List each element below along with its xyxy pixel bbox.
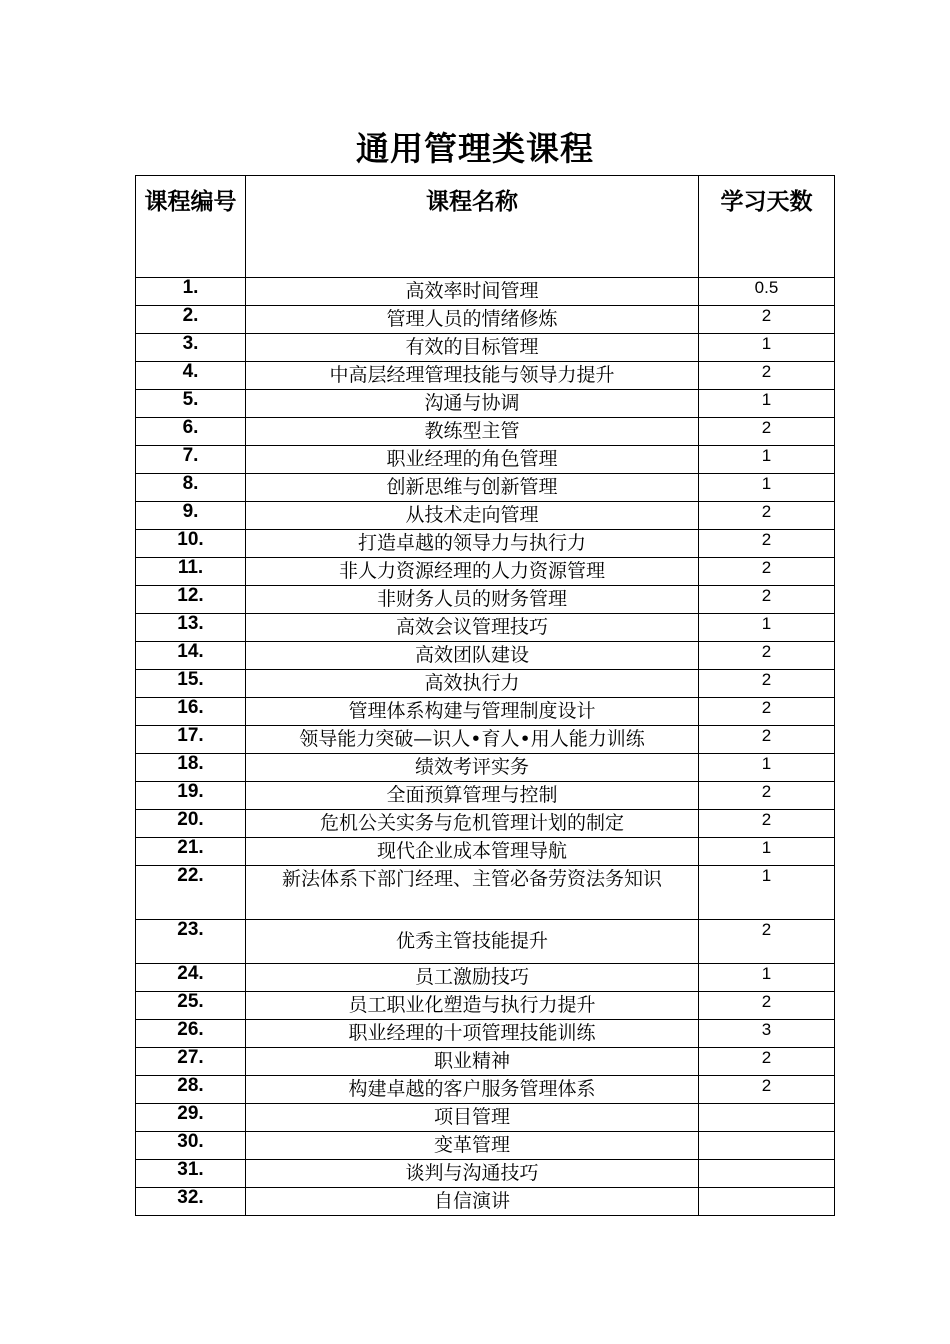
course-name: 优秀主管技能提升 [395, 930, 548, 952]
course-number: 3. [136, 334, 246, 362]
study-days: 1 [699, 474, 835, 502]
course-name: 项目管理 [433, 1106, 510, 1128]
course-number: 27. [136, 1048, 246, 1076]
table-body [136, 278, 835, 1216]
study-days: 2 [699, 362, 835, 390]
course-name-cell [246, 1188, 699, 1216]
table-row [136, 1048, 835, 1076]
study-days: 2 [699, 992, 835, 1020]
course-number: 2. [136, 306, 246, 334]
course-name-cell [246, 446, 699, 474]
table-row [136, 1076, 835, 1104]
table-row [136, 558, 835, 586]
study-days: 2 [699, 502, 835, 530]
study-days: 2 [699, 558, 835, 586]
course-name: 高效执行力 [424, 672, 520, 694]
course-name-cell [246, 306, 699, 334]
course-number: 32. [136, 1188, 246, 1216]
table-row [136, 670, 835, 698]
table-row [136, 306, 835, 334]
course-number: 4. [136, 362, 246, 390]
course-name: 非财务人员的财务管理 [376, 588, 567, 610]
course-number: 11. [136, 558, 246, 586]
course-name-cell [246, 278, 699, 306]
study-days: 1 [699, 446, 835, 474]
course-name: 沟通与协调 [424, 392, 520, 414]
table-row [136, 866, 835, 920]
course-name: 自信演讲 [433, 1190, 510, 1212]
table-row [136, 446, 835, 474]
study-days: 2 [699, 642, 835, 670]
course-number: 26. [136, 1020, 246, 1048]
course-name: 教练型主管 [424, 420, 520, 442]
course-name: 绩效考评实务 [414, 756, 529, 778]
table-row [136, 390, 835, 418]
course-name-cell [246, 1048, 699, 1076]
study-days: 2 [699, 920, 835, 964]
table-row [136, 362, 835, 390]
course-name: 从技术走向管理 [405, 504, 539, 526]
course-number: 21. [136, 838, 246, 866]
header-course-number: 课程编号 [136, 176, 246, 278]
course-name: 管理人员的情绪修炼 [386, 308, 558, 330]
study-days: 1 [699, 390, 835, 418]
course-number: 1. [136, 278, 246, 306]
table-row [136, 964, 835, 992]
course-number: 7. [136, 446, 246, 474]
study-days: 2 [699, 418, 835, 446]
table-row [136, 1160, 835, 1188]
course-number: 22. [136, 866, 246, 920]
course-name-cell [246, 726, 699, 754]
course-name-cell [246, 642, 699, 670]
course-number: 9. [136, 502, 246, 530]
course-name-cell [246, 1020, 699, 1048]
table-row [136, 782, 835, 810]
course-number: 24. [136, 964, 246, 992]
course-name-cell [246, 586, 699, 614]
course-name-cell [246, 754, 699, 782]
course-name: 新法体系下部门经理、主管必备劳资法务知识 [281, 868, 662, 890]
course-number: 16. [136, 698, 246, 726]
course-name: 谈判与沟通技巧 [405, 1162, 539, 1184]
course-name-cell [246, 362, 699, 390]
course-name-cell [246, 418, 699, 446]
course-name: 现代企业成本管理导航 [376, 840, 567, 862]
course-name-cell [246, 1160, 699, 1188]
course-name: 危机公关实务与危机管理计划的制定 [319, 812, 624, 834]
course-name-cell [246, 1076, 699, 1104]
course-name-cell [246, 866, 699, 920]
table-row [136, 1104, 835, 1132]
table-row [136, 502, 835, 530]
course-name: 有效的目标管理 [405, 336, 539, 358]
study-days [699, 1188, 835, 1216]
course-name: 管理体系构建与管理制度设计 [348, 700, 596, 722]
table-row [136, 586, 835, 614]
course-number: 6. [136, 418, 246, 446]
course-name: 领导能力突破—识人•育人•用人能力训练 [299, 728, 645, 750]
study-days: 2 [699, 586, 835, 614]
course-name-cell [246, 810, 699, 838]
course-name-cell [246, 558, 699, 586]
study-days: 1 [699, 334, 835, 362]
course-number: 30. [136, 1132, 246, 1160]
course-name-cell [246, 670, 699, 698]
table-row [136, 992, 835, 1020]
study-days: 2 [699, 1048, 835, 1076]
course-name-cell [246, 530, 699, 558]
course-number: 8. [136, 474, 246, 502]
course-number: 14. [136, 642, 246, 670]
course-name-cell [246, 964, 699, 992]
course-name: 全面预算管理与控制 [386, 784, 558, 806]
study-days: 0.5 [699, 278, 835, 306]
table-row [136, 1132, 835, 1160]
course-number: 13. [136, 614, 246, 642]
study-days [699, 1160, 835, 1188]
study-days: 3 [699, 1020, 835, 1048]
course-name-cell [246, 614, 699, 642]
study-days: 2 [699, 1076, 835, 1104]
course-number: 23. [136, 920, 246, 964]
table-row [136, 474, 835, 502]
header-study-days: 学习天数 [699, 176, 835, 278]
course-number: 25. [136, 992, 246, 1020]
table-row [136, 614, 835, 642]
study-days: 1 [699, 614, 835, 642]
course-name: 中高层经理管理技能与领导力提升 [329, 364, 615, 386]
course-number: 10. [136, 530, 246, 558]
study-days: 2 [699, 726, 835, 754]
course-name: 职业精神 [433, 1050, 510, 1072]
course-table [135, 175, 835, 1216]
study-days [699, 1132, 835, 1160]
course-name-cell [246, 474, 699, 502]
course-name-cell [246, 502, 699, 530]
course-number: 15. [136, 670, 246, 698]
table-row [136, 698, 835, 726]
table-row [136, 754, 835, 782]
course-name: 高效会议管理技巧 [395, 616, 548, 638]
table-row [136, 726, 835, 754]
table-row [136, 530, 835, 558]
course-name: 打造卓越的领导力与执行力 [357, 532, 586, 554]
study-days: 1 [699, 964, 835, 992]
course-name: 职业经理的角色管理 [386, 448, 558, 470]
study-days: 2 [699, 306, 835, 334]
study-days [699, 1104, 835, 1132]
course-number: 5. [136, 390, 246, 418]
course-number: 19. [136, 782, 246, 810]
study-days: 1 [699, 866, 835, 920]
table-row [136, 810, 835, 838]
course-number: 20. [136, 810, 246, 838]
course-name: 员工职业化塑造与执行力提升 [348, 994, 596, 1016]
course-name-cell [246, 920, 699, 964]
course-name: 高效率时间管理 [405, 280, 539, 302]
course-name: 员工激励技巧 [414, 966, 529, 988]
study-days: 1 [699, 838, 835, 866]
study-days: 2 [699, 670, 835, 698]
course-number: 29. [136, 1104, 246, 1132]
table-header-row [136, 176, 835, 278]
course-name: 创新思维与创新管理 [386, 476, 558, 498]
course-number: 18. [136, 754, 246, 782]
study-days: 1 [699, 754, 835, 782]
course-number: 31. [136, 1160, 246, 1188]
course-name-cell [246, 1104, 699, 1132]
course-name: 高效团队建设 [414, 644, 529, 666]
study-days: 2 [699, 810, 835, 838]
course-name: 职业经理的十项管理技能训练 [348, 1022, 596, 1044]
course-name-cell [246, 1132, 699, 1160]
study-days: 2 [699, 782, 835, 810]
course-name-cell [246, 390, 699, 418]
course-name-cell [246, 838, 699, 866]
study-days: 2 [699, 698, 835, 726]
page-title: 通用管理类课程 [356, 129, 594, 168]
table-row [136, 642, 835, 670]
table-row [136, 920, 835, 964]
course-name-cell [246, 782, 699, 810]
course-name-cell [246, 334, 699, 362]
table-row [136, 838, 835, 866]
table-row [136, 1020, 835, 1048]
course-name-cell [246, 992, 699, 1020]
course-name: 构建卓越的客户服务管理体系 [348, 1078, 596, 1100]
course-number: 28. [136, 1076, 246, 1104]
course-number: 12. [136, 586, 246, 614]
course-number: 17. [136, 726, 246, 754]
course-name: 非人力资源经理的人力资源管理 [338, 560, 605, 582]
table-row [136, 334, 835, 362]
table-row [136, 278, 835, 306]
course-name-cell [246, 698, 699, 726]
table-row [136, 418, 835, 446]
header-course-name: 课程名称 [246, 176, 699, 278]
course-name: 变革管理 [433, 1134, 510, 1156]
table-row [136, 1188, 835, 1216]
study-days: 2 [699, 530, 835, 558]
